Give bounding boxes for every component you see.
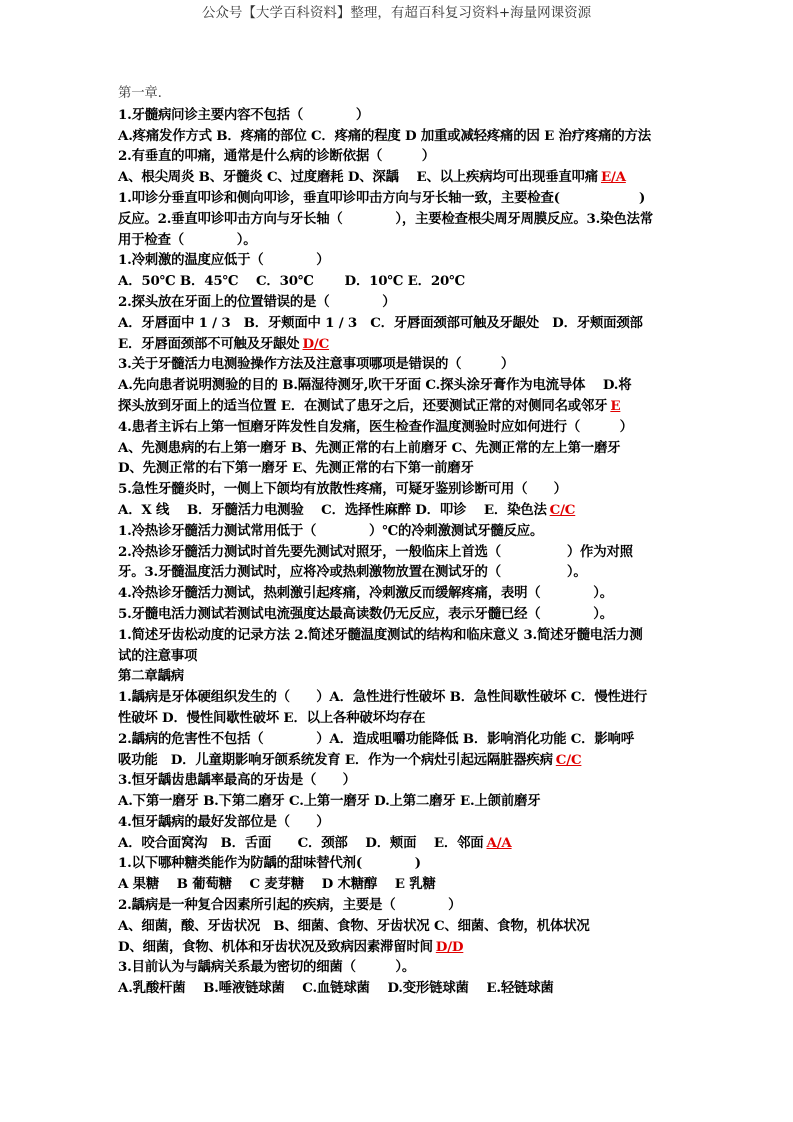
text-line <box>118 646 678 667</box>
text-line <box>118 791 678 812</box>
text-line <box>118 729 678 750</box>
text-line <box>118 937 678 958</box>
answer-key: D/D <box>435 938 464 955</box>
text-line <box>118 957 678 978</box>
text-line <box>118 500 678 521</box>
line-text: E．牙唇面颈部不可触及牙龈处 <box>118 335 300 352</box>
text-line <box>118 916 678 937</box>
document-body <box>118 84 678 999</box>
line-text: A.乳酸杆菌 B.唾液链球菌 C.血链球菌 D.变形链球菌 E.轻链球菌 <box>118 980 554 997</box>
line-text: 1.牙髓病问诊主要内容不包括（ ） <box>118 106 370 123</box>
line-text: A．50℃ B．45℃ C．30℃ D．10℃ E．20℃ <box>118 273 465 290</box>
text-line <box>118 853 678 874</box>
text-line <box>118 230 678 251</box>
line-text: 2.探头放在牙面上的位置错误的是（ ） <box>118 293 396 310</box>
text-line <box>118 770 678 791</box>
line-text: A．X 线 B．牙髓活力电测验 C．选择性麻醉 D．叩诊 E．染色法 <box>118 501 547 518</box>
text-line <box>118 313 678 334</box>
line-text: 5.急性牙髓炎时，一侧上下颌均有放散性疼痛，可疑牙鉴别诊断可用（ ） <box>118 481 567 498</box>
text-line <box>118 126 678 147</box>
text-line <box>118 105 678 126</box>
line-text: A、细菌，酸、牙齿状况 B、细菌、食物、牙齿状况 C、细菌、食物，机体状况 <box>118 917 590 934</box>
text-line <box>118 978 678 999</box>
line-text: 4.患者主诉右上第一恒磨牙阵发性自发痛，医生检查作温度测验时应如何进行（ ） <box>118 418 633 435</box>
line-text: A、根尖周炎 B、牙髓炎 C、过度磨耗 D、深龋 E、以上疾病均可出现垂直叩痛 <box>118 169 598 186</box>
text-line <box>118 874 678 895</box>
line-text: 1.简述牙齿松动度的记录方法 2.简述牙髓温度测试的结构和临床意义 3.简述牙髓电活力测 <box>118 626 643 643</box>
line-text: 1.以下哪种糖类能作为防龋的甜味替代剂( ) <box>118 855 421 872</box>
line-text: D、细菌，食物、机体和牙齿状况及致病因素滞留时间 <box>118 938 433 955</box>
text-line <box>118 188 678 209</box>
line-text: 2.龋病是一种复合因素所引起的疾病，主要是（ ） <box>118 897 462 914</box>
text-line <box>118 375 678 396</box>
text-line <box>118 250 678 271</box>
line-text: 反应。2.垂直叩诊叩击方向与牙长轴（ ），主要检查根尖周牙周膜反应。3.染色法常 <box>118 210 653 227</box>
line-text: 2.冷热诊牙髓活力测试时首先要先测试对照牙，一般临床上首选（ ）作为对照 <box>118 543 633 560</box>
line-text: A、先测患病的右上第一磨牙 B、先测正常的右上前磨牙 C、先测正常的左上第一磨牙 <box>118 439 621 456</box>
text-line <box>118 895 678 916</box>
line-text: 牙。3.牙髓温度活力测试时，应将冷或热刺激物放置在测试牙的（ ）。 <box>118 564 587 581</box>
line-text: A.下第一磨牙 B.下第二磨牙 C.上第一磨牙 D.上第二磨牙 E.上颌前磨牙 <box>118 793 541 810</box>
text-line <box>118 438 678 459</box>
text-line <box>118 666 678 687</box>
line-text: 4.恒牙龋病的最好发部位是（ ） <box>118 813 330 830</box>
text-line <box>118 84 678 105</box>
text-line <box>118 354 678 375</box>
line-text: D、先测正常的右下第一磨牙 E、先测正常的右下第一前磨牙 <box>118 460 474 477</box>
line-text: 试的注意事项 <box>118 647 198 664</box>
line-text: A.疼痛发作方式 B．疼痛的部位 C．疼痛的程度 D 加重或减轻疼痛的因 E 治疗疼痛的方法 <box>118 127 651 144</box>
line-text: 2.有垂直的叩痛，通常是什么病的诊断依据（ ） <box>118 148 435 165</box>
text-line <box>118 604 678 625</box>
line-text: 3.关于牙髓活力电测验操作方法及注意事项哪项是错误的（ ） <box>118 356 515 373</box>
text-line <box>118 708 678 729</box>
line-text: A．牙唇面中 1 / 3 B．牙颊面中 1 / 3 C．牙唇面颈部可触及牙龈处 D．牙颊面颈部 <box>118 314 643 331</box>
text-line <box>118 479 678 500</box>
line-text: A 果糖 B 葡萄糖 C 麦芽糖 D 木糖醇 E 乳糖 <box>118 876 436 893</box>
line-text: 性破坏 D．慢性间歇性破坏 E．以上各种破坏均存在 <box>118 709 426 726</box>
text-line <box>118 292 678 313</box>
text-line <box>118 396 678 417</box>
line-text: 4.冷热诊牙髓活力测试，热刺激引起疼痛，冷刺激反而缓解疼痛，表明（ ）。 <box>118 585 613 602</box>
text-line <box>118 625 678 646</box>
answer-key: E/A <box>600 169 626 186</box>
text-line <box>118 417 678 438</box>
page-header: 公众号【大学百科资料】整理，有超百科复习资料+海量网课资源 <box>201 5 592 21</box>
answer-key: C/C <box>549 501 576 518</box>
answer-key: C/C <box>555 751 582 768</box>
text-line <box>118 521 678 542</box>
line-text: 3.恒牙龋齿患龋率最高的牙齿是（ ） <box>118 772 356 789</box>
line-text: 吸功能 D．儿童期影响牙颌系统发育 E．作为一个病灶引起远隔脏器疾病 <box>118 751 553 768</box>
text-line <box>118 542 678 563</box>
text-line <box>118 812 678 833</box>
line-text: 1.冷刺激的温度应低于（ ） <box>118 252 330 269</box>
answer-key: A/A <box>486 834 512 851</box>
line-text: 1.龋病是牙体硬组织发生的（ ）A．急性进行性破坏 B．急性间歇性破坏 C．慢性进行 <box>118 689 648 706</box>
line-text: 2.龋病的危害性不包括（ ）A．造成咀嚼功能降低 B．影响消化功能 C．影响呼 <box>118 730 634 747</box>
line-text: 用于检查（ ）。 <box>118 231 257 248</box>
text-line <box>118 833 678 854</box>
text-line <box>118 750 678 771</box>
line-text: 第二章龋病 <box>118 668 184 685</box>
text-line <box>118 334 678 355</box>
line-text: 3.目前认为与龋病关系最为密切的细菌（ ）。 <box>118 959 416 976</box>
text-line <box>118 562 678 583</box>
line-text: A.先向患者说明测验的目的 B.隔湿待测牙,吹干牙面 C.探头涂牙膏作为电流导体 D.将 <box>118 377 632 394</box>
line-text: 1.叩诊分垂直叩诊和侧向叩诊，垂直叩诊叩击方向与牙长轴一致，主要检查( ) <box>118 189 646 206</box>
line-text: 1.冷热诊牙髓活力测试常用低于（ ）℃的冷刺激测试牙髓反应。 <box>118 522 544 539</box>
text-line <box>118 209 678 230</box>
text-line <box>118 271 678 292</box>
answer-key: D/C <box>302 335 330 352</box>
text-line <box>118 458 678 479</box>
line-text: 第一章. <box>118 86 162 101</box>
text-line <box>118 146 678 167</box>
answer-key: E <box>610 397 621 414</box>
line-text: A．咬合面窝沟 B．舌面 C．颈部 D．颊面 E．邻面 <box>118 834 484 851</box>
text-line <box>118 167 678 188</box>
line-text: 探头放到牙面上的适当位置 E．在测试了患牙之后，还要测试正常的对侧同名或邻牙 <box>118 397 608 414</box>
line-text: 5.牙髓电活力测试若测试电流强度达最高读数仍无反应，表示牙髓已经（ ）。 <box>118 605 613 622</box>
text-line <box>118 687 678 708</box>
text-line <box>118 583 678 604</box>
